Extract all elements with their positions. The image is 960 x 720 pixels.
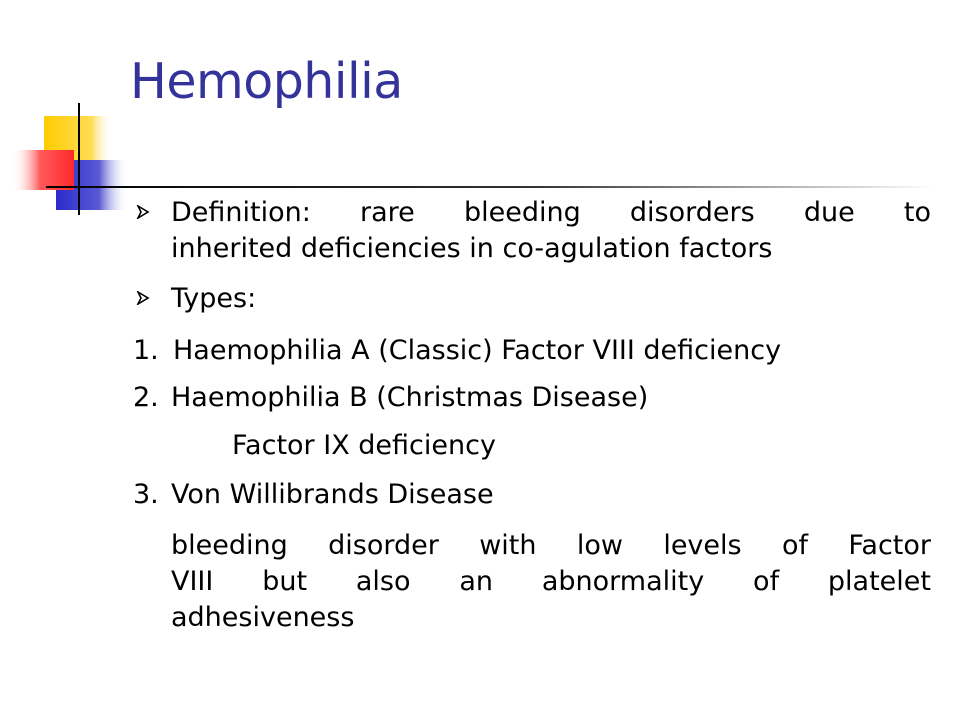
types-label: Types:	[171, 283, 257, 314]
arrowhead-bullet-icon	[135, 205, 151, 219]
list-item-text: Haemophilia B (Christmas Disease)	[171, 382, 649, 413]
vwd-description-line-1: bleeding disorder with low levels of Factor	[171, 530, 931, 561]
definition-line-1: Definition: rare bleeding disorders due to	[171, 197, 931, 228]
arrowhead-bullet-icon	[135, 291, 151, 305]
list-item	[133, 380, 648, 416]
list-item-number: 3.	[133, 479, 159, 510]
list-item	[133, 477, 494, 513]
definition-line-2: inherited deficiencies in co-agulation factors	[171, 233, 773, 264]
list-item	[133, 333, 781, 369]
slide-title: Hemophilia	[130, 53, 403, 110]
list-item-text: Von Willibrands Disease	[171, 479, 494, 510]
vwd-description-line-3: adhesiveness	[171, 602, 355, 633]
list-item-number: 1.	[133, 335, 159, 366]
list-item-text: Haemophilia A (Classic) Factor VIII deficiency	[173, 335, 782, 366]
vwd-description-line-2: VIII but also an abnormality of platelet	[171, 566, 931, 597]
list-item-number: 2.	[133, 382, 159, 413]
list-item-continuation: Factor IX deficiency	[232, 430, 496, 461]
